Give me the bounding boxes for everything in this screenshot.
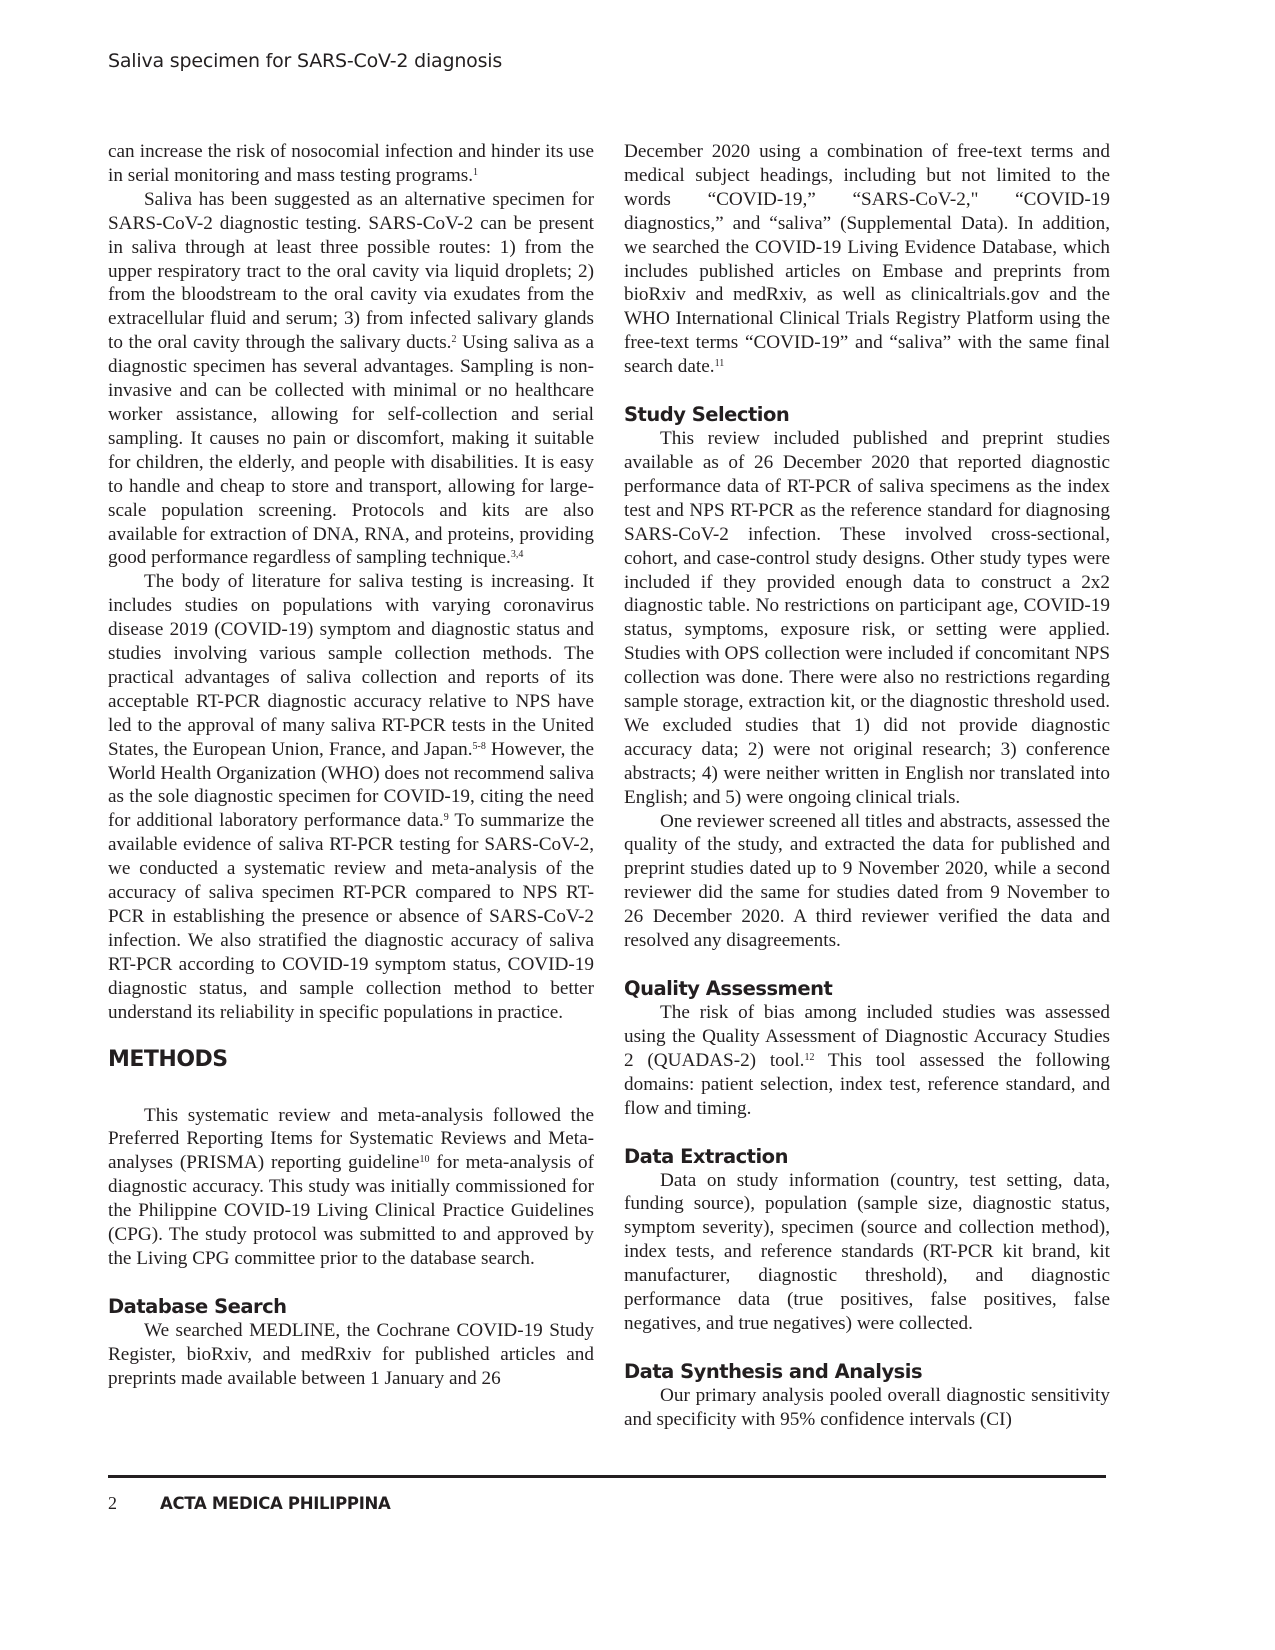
subsection-heading-data-extraction: Data Extraction [624, 1144, 788, 1168]
paragraph-study-selection: This review included published and preprint studies available as of 26 December 2020 that reported diagnostic performance data of RT-PCR of saliva specimens as the index test and NPS RT-PCR as the reference standard for diagnosing SARS-CoV-2 infection. These involved cross-sectional, cohort, and case-control study designs. Other study types were included if they provided enough data to construct a 2x2 diagnostic table. No restrictions on participant age, COVID-19 status, symptoms, exposure risk, or setting were applied. Studies with OPS collection were included if concomitant NPS collection was done. There were also no restrictions regarding sample storage, extraction kit, or the diagnostic threshold used. We excluded studies that 1) did not provide diagnostic accuracy data; 2) were not original research; 3) conference abstracts; 4) were neither written in English nor translated into English; and 5) were ongoing clinical trials. [624, 428, 1110, 808]
citation-ref: 2 [451, 334, 457, 346]
paragraph-data-synthesis: Our primary analysis pooled overall diagnostic sensitivity and specificity with 95% confidence intervals (CI) [624, 1384, 1110, 1430]
subsection-heading-data-synthesis: Data Synthesis and Analysis [624, 1359, 923, 1383]
citation-ref: 11 [714, 358, 725, 370]
paragraph-literature [108, 570, 594, 1024]
paragraph-text: This tool assessed the following domains: patient selection, index test, reference standard, and flow and timing. [624, 1049, 1110, 1119]
citation-ref: 5-8 [472, 740, 486, 752]
paragraph-data-extraction: Data on study information (country, test setting, data, funding source), population (sample size, diagnostic status, symptom severity), specimen (source and collection method), index tests, and reference standards (RT-PCR kit brand, kit manufacturer, diagnostic threshold), and diagnostic performance data (true positives, false positives, false negatives, and true negatives) were collected. [624, 1169, 1110, 1334]
paragraph-text: Saliva has been suggested as an alternative specimen for SARS-CoV-2 diagnostic testing. SARS-CoV-2 can be present in saliva through at least three possible routes: 1) from the upper respiratory tract to the oral cavity via liquid droplets; 2) from the bloodstream to the oral cavity via exudates from the extracellular fluid and serum; 3) from infected salivary glands to the oral cavity through the salivary ducts. [108, 188, 594, 354]
paragraph-text: The risk of bias among included studies was assessed using the Quality Assessment of Diagnostic Accuracy Studies 2 (QUADAS-2) tool. [624, 1002, 1110, 1071]
paragraph-reviewers: One reviewer screened all titles and abstracts, assessed the quality of the study, and extracted the data for published and preprint studies dated up to 9 November 2020, while a second reviewer did the same for studies dated from 9 November to 26 December 2020. A third reviewer verified the data and resolved any disagreements. [624, 810, 1110, 952]
page-number: 2 [108, 1493, 117, 1513]
right-column [624, 140, 1110, 1432]
paragraph-text: for meta-analysis of diagnostic accuracy. This study was initially commissioned for the Philippine COVID-19 Living Clinical Practice Guidelines (CPG). The study protocol was submitted to and approved by the Living CPG committee prior to the database search. [108, 1152, 594, 1269]
section-heading-methods: METHODS [108, 1046, 228, 1072]
paragraph-text: However, the World Health Organization (WHO) does not recommend saliva as the sole diagnostic specimen for COVID-19, citing the need for additional laboratory performance data. [108, 738, 594, 832]
subsection-heading-quality-assessment: Quality Assessment [624, 977, 833, 1000]
journal-name: ACTA MEDICA PHILIPPINA [160, 1494, 391, 1513]
paragraph-database-search: We searched MEDLINE, the Cochrane COVID-19 Study Register, bioRxiv, and medRxiv for published articles and preprints made available between 1 January and 26 [108, 1319, 594, 1389]
running-title: Saliva specimen for SARS-CoV-2 diagnosis [108, 50, 503, 72]
footer-divider [108, 1475, 1106, 1478]
citation-ref: 12 [804, 1051, 815, 1063]
citation-ref: 10 [419, 1154, 430, 1166]
paragraph-intro-continued [108, 140, 594, 188]
citation-ref: 1 [473, 166, 479, 178]
paragraph-methods [108, 1104, 594, 1271]
paragraph-text: This systematic review and meta-analysis followed the Preferred Reporting Items for Systematic Reviews and Meta-analyses (PRISMA) reporting guideline [108, 1104, 594, 1174]
subsection-heading-study-selection: Study Selection [624, 403, 790, 427]
citation-ref: 3,4 [510, 549, 524, 561]
paragraph-text: can increase the risk of nosocomial infection and hinder its use in serial monitoring and mass testing programs. [108, 141, 594, 186]
citation-ref: 9 [443, 812, 449, 824]
subsection-heading-database-search: Database Search [108, 1294, 287, 1318]
paragraph-database-search-continued [624, 140, 1110, 379]
paragraph-text: To summarize the available evidence of saliva RT-PCR testing for SARS-CoV-2, we conducted a systematic review and meta-analysis of the accuracy of saliva specimen RT-PCR compared to NPS RT-PCR in establishing the presence or absence of SARS-CoV-2 infection. We also stratified the diagnostic accuracy of saliva RT-PCR according to COVID-19 symptom status, COVID-19 diagnostic status, and sample collection method to better understand its reliability in specific populations in practice. [108, 810, 594, 1023]
paragraph-text: December 2020 using a combination of free-text terms and medical subject headings, including but not limited to the words “COVID-19,” “SARS-CoV-2," “COVID-19 diagnostics,” and “saliva” (Supplemental Data). In addition, we searched the COVID-19 Living Evidence Database, which includes published articles on Embase and preprints from bioRxiv and medRxiv, as well as clinicaltrials.gov and the WHO International Clinical Trials Registry Platform using the free-text terms “COVID-19” and “saliva” with the same final search date. [624, 141, 1110, 378]
paragraph-text: Using saliva as a diagnostic specimen has several advantages. Sampling is non-invasive and can be collected with minimal or no healthcare worker assistance, allowing for self-collection and serial sampling. It causes no pain or discomfort, making it suitable for children, the elderly, and people with disabilities. It is easy to handle and cheap to store and transport, allowing for large-scale population screening. Protocols and kits are also available for extraction of DNA, RNA, and proteins, providing good performance regardless of sampling technique. [108, 332, 594, 569]
paragraph-quality-assessment [624, 1001, 1110, 1121]
left-column [108, 140, 594, 1391]
paragraph-saliva-routes [108, 188, 594, 571]
paragraph-text: The body of literature for saliva testing is increasing. It includes studies on populations with varying coronavirus disease 2019 (COVID-19) symptom and diagnostic status and studies involving various sample collection methods. The practical advantages of saliva collection and reports of its acceptable RT-PCR diagnostic accuracy relative to NPS have led to the approval of many saliva RT-PCR tests in the United States, the European Union, France, and Japan. [108, 571, 594, 760]
page-footer [108, 1493, 391, 1514]
